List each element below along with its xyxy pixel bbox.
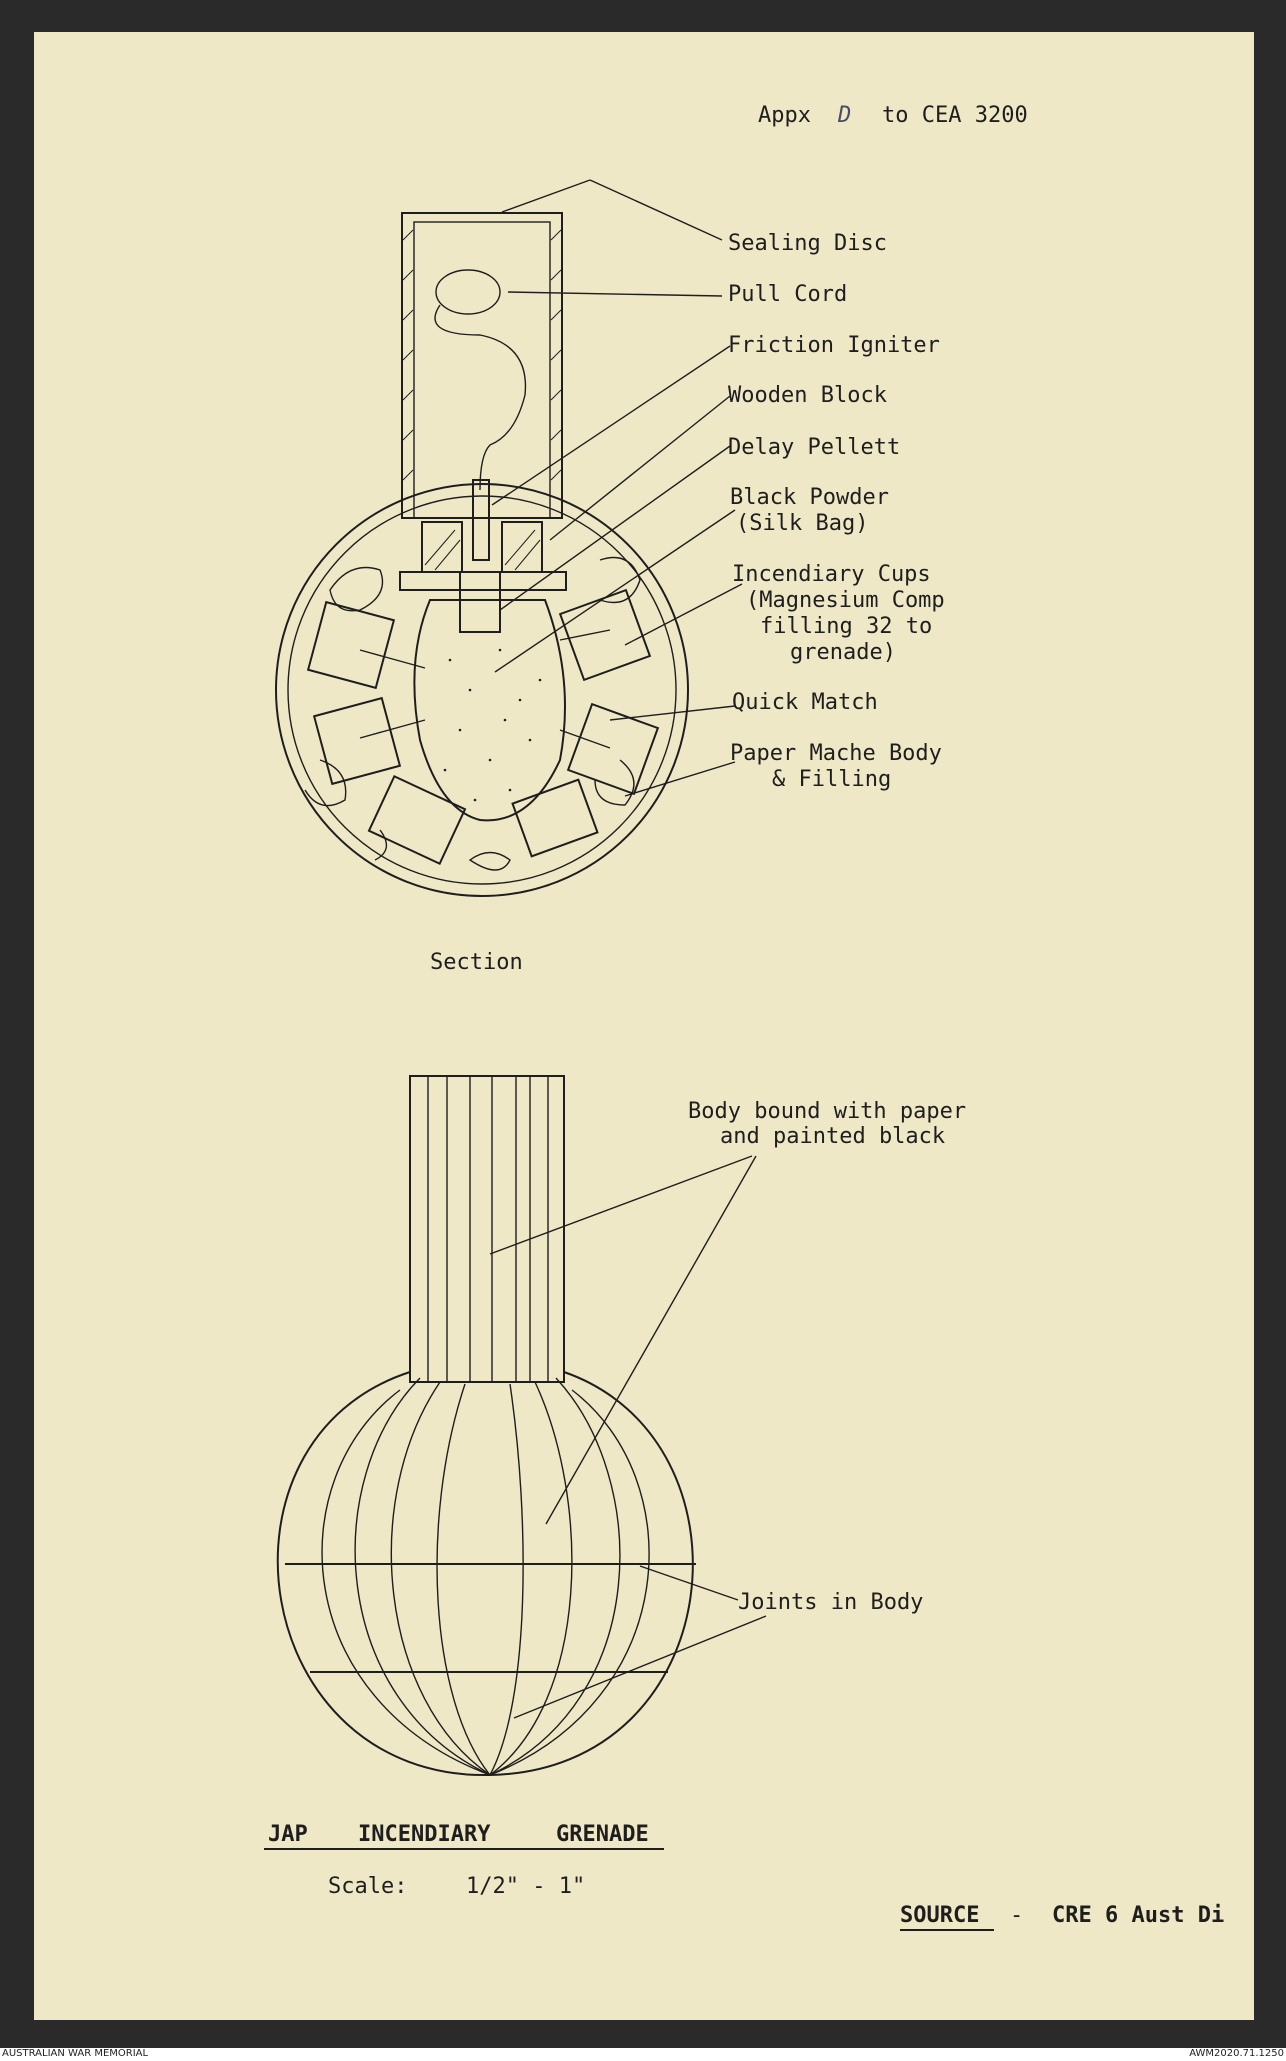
black-powder-bag xyxy=(414,600,565,820)
section-view xyxy=(276,180,945,975)
delay-pellett xyxy=(460,572,500,632)
incendiary-cup xyxy=(369,776,465,863)
source-label: SOURCE xyxy=(900,1903,980,1928)
label-incendiary-detail-2: filling 32 to xyxy=(760,614,933,639)
incendiary-cup xyxy=(308,602,394,688)
paper-mache-filling xyxy=(305,558,640,871)
appendix-prefix: Appx xyxy=(758,103,811,128)
label-quick-match: Quick Match xyxy=(732,690,878,715)
label-joints-in-body: Joints in Body xyxy=(738,1590,924,1615)
sphere-binding-lines xyxy=(322,1378,649,1775)
pull-cord xyxy=(435,305,525,490)
neck-binding-lines xyxy=(428,1076,548,1382)
source-value: CRE 6 Aust Di xyxy=(1052,1903,1225,1928)
title-word-incendiary: INCENDIARY xyxy=(358,1822,491,1847)
label-black-powder-bag: (Silk Bag) xyxy=(736,511,869,536)
tube-wall-hatching xyxy=(403,230,561,480)
label-incendiary-detail-1: (Magnesium Comp xyxy=(746,588,945,613)
label-paper-mache-body: Paper Mache Body xyxy=(730,741,942,766)
tube-outer-wall xyxy=(402,213,562,518)
label-friction-igniter: Friction Igniter xyxy=(728,333,940,358)
section-leader-lines xyxy=(492,180,742,796)
sphere-inner-wall xyxy=(288,496,676,884)
incendiary-cup xyxy=(314,698,400,784)
exterior-view xyxy=(278,1076,966,1775)
pull-cord-loop xyxy=(436,270,500,314)
title-word-jap: JAP xyxy=(268,1822,308,1847)
appendix-reference xyxy=(758,103,1028,128)
neck-tube xyxy=(410,1076,564,1382)
label-body-bound: Body bound with paper xyxy=(688,1099,967,1124)
incendiary-cup xyxy=(560,590,650,680)
exterior-leader-lines xyxy=(490,1156,766,1718)
label-sealing-disc: Sealing Disc xyxy=(728,231,887,256)
label-delay-pellett: Delay Pellett xyxy=(728,435,901,460)
label-incendiary-cups: Incendiary Cups xyxy=(732,562,931,587)
friction-igniter xyxy=(473,480,489,560)
appendix-suffix: to CEA 3200 xyxy=(882,103,1028,128)
incendiary-cup xyxy=(568,704,658,794)
drawing-title xyxy=(264,1822,664,1849)
scale-label: Scale: xyxy=(328,1874,408,1899)
appendix-letter: D xyxy=(838,103,852,128)
label-black-powder: Black Powder xyxy=(730,485,889,510)
label-pull-cord: Pull Cord xyxy=(728,282,848,307)
sphere-body xyxy=(278,1372,693,1775)
source-dash: - xyxy=(1010,1903,1024,1928)
label-incendiary-detail-3: grenade) xyxy=(790,640,896,665)
title-word-grenade: GRENADE xyxy=(556,1822,649,1847)
section-caption: Section xyxy=(430,950,523,975)
label-paper-mache-filling: & Filling xyxy=(772,767,892,792)
incendiary-cup xyxy=(513,780,598,857)
tube-inner-wall xyxy=(414,222,550,518)
wooden-block-hatching xyxy=(425,530,540,570)
scale-value: 1/2" - 1" xyxy=(466,1874,586,1899)
archive-footer xyxy=(0,2048,1286,2061)
label-painted-black: and painted black xyxy=(720,1124,946,1149)
footer-institution: AUSTRALIAN WAR MEMORIAL xyxy=(2,2048,149,2059)
label-wooden-block: Wooden Block xyxy=(728,383,887,408)
footer-accession-number: AWM2020.71.1250 xyxy=(1189,2048,1284,2059)
sphere-outer-wall xyxy=(276,484,688,896)
powder-stipple xyxy=(444,649,542,802)
